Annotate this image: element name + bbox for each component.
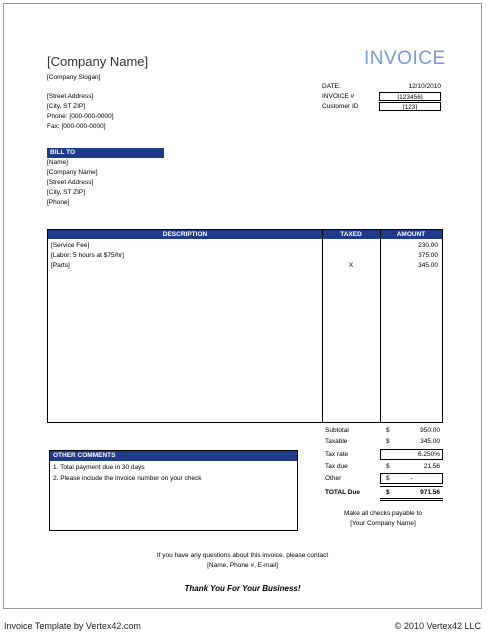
comments-box[interactable] bbox=[49, 450, 298, 531]
thank-you-message: Thank You For Your Business! bbox=[184, 584, 301, 593]
total-divider bbox=[380, 486, 443, 487]
row-description: [Service Fee] bbox=[51, 242, 90, 249]
company-phone: Phone: [000-000-0000] bbox=[47, 113, 114, 120]
total-divider bbox=[380, 498, 443, 499]
company-name: [Company Name] bbox=[47, 54, 149, 69]
company-street: [Street Address] bbox=[47, 93, 94, 100]
footer-copyright: © 2010 Vertex42 LLC bbox=[394, 621, 481, 631]
comments-heading: OTHER COMMENTS bbox=[50, 451, 297, 461]
currency-symbol: $ bbox=[386, 438, 390, 445]
other-label: Other bbox=[325, 475, 342, 482]
row-amount: 345.00 bbox=[418, 262, 438, 269]
comment-line: 2. Please include the invoice number on your check bbox=[53, 475, 202, 482]
payable-note: Make all checks payable to bbox=[343, 510, 423, 517]
other-field[interactable]: - bbox=[380, 473, 443, 484]
items-table-header bbox=[48, 230, 442, 239]
customer-id-field[interactable]: [123] bbox=[379, 102, 441, 111]
currency-symbol: $ bbox=[386, 427, 390, 434]
currency-symbol: $ bbox=[386, 489, 390, 496]
amount-header: AMOUNT bbox=[396, 231, 426, 238]
row-amount: 375.00 bbox=[418, 252, 438, 259]
bill-to-street: [Street Address] bbox=[47, 179, 94, 186]
bill-to-name: [Name] bbox=[47, 159, 68, 166]
tax-rate-label: Tax rate bbox=[325, 451, 349, 458]
taxable-label: Taxable bbox=[325, 438, 348, 445]
taxed-header: TAXED bbox=[340, 231, 362, 238]
description-header: DESCRIPTION bbox=[162, 231, 208, 238]
comment-line: 1. Total payment due in 30 days bbox=[53, 464, 145, 471]
invoice-title: INVOICE bbox=[364, 48, 446, 69]
bill-to-city: [City, ST ZIP] bbox=[47, 189, 86, 196]
customer-id-label: Customer ID bbox=[322, 103, 359, 110]
company-city: [City, ST ZIP] bbox=[47, 103, 86, 110]
company-slogan: [Company Slogan] bbox=[47, 74, 101, 81]
invoice-page bbox=[3, 3, 482, 609]
date-label: DATE: bbox=[322, 83, 341, 90]
total-due-value: 971.56 bbox=[420, 489, 440, 496]
invoice-number-field[interactable]: [123456] bbox=[379, 92, 441, 101]
row-description: [Labor: 5 hours at $75/hr] bbox=[51, 252, 124, 259]
bill-to-heading: BILL TO bbox=[47, 148, 164, 158]
bill-to-phone: [Phone] bbox=[47, 199, 70, 206]
tax-due-label: Tax due bbox=[325, 463, 348, 470]
row-description: [Parts] bbox=[51, 262, 70, 269]
bill-to-company: [Company Name] bbox=[47, 169, 98, 176]
tax-rate-field[interactable]: 6.250% bbox=[380, 449, 443, 460]
column-divider bbox=[322, 230, 323, 422]
questions-contact: [Name, Phone #, E-mail] bbox=[207, 562, 278, 569]
date-value: 12/10/2010 bbox=[408, 83, 441, 90]
tax-due-value: 21.56 bbox=[423, 463, 440, 470]
taxable-value: 345.00 bbox=[420, 438, 440, 445]
subtotal-value: 950.00 bbox=[420, 427, 440, 434]
footer-credit-link[interactable]: Invoice Template by Vertex42.com bbox=[4, 621, 141, 631]
total-divider bbox=[380, 500, 443, 501]
questions-note: If you have any questions about this invoice, please contact bbox=[156, 552, 329, 559]
row-amount: 230.00 bbox=[418, 242, 438, 249]
row-taxed: X bbox=[348, 262, 354, 269]
items-table bbox=[47, 229, 443, 423]
company-fax: Fax: [000-000-0000] bbox=[47, 123, 106, 130]
currency-symbol: $ bbox=[386, 475, 390, 482]
subtotal-label: Subtotal bbox=[325, 427, 349, 434]
payable-company: [Your Company Name] bbox=[350, 520, 416, 527]
currency-symbol: $ bbox=[386, 463, 390, 470]
invoice-number-label: INVOICE # bbox=[322, 93, 355, 100]
total-due-label: TOTAL Due bbox=[325, 489, 361, 496]
